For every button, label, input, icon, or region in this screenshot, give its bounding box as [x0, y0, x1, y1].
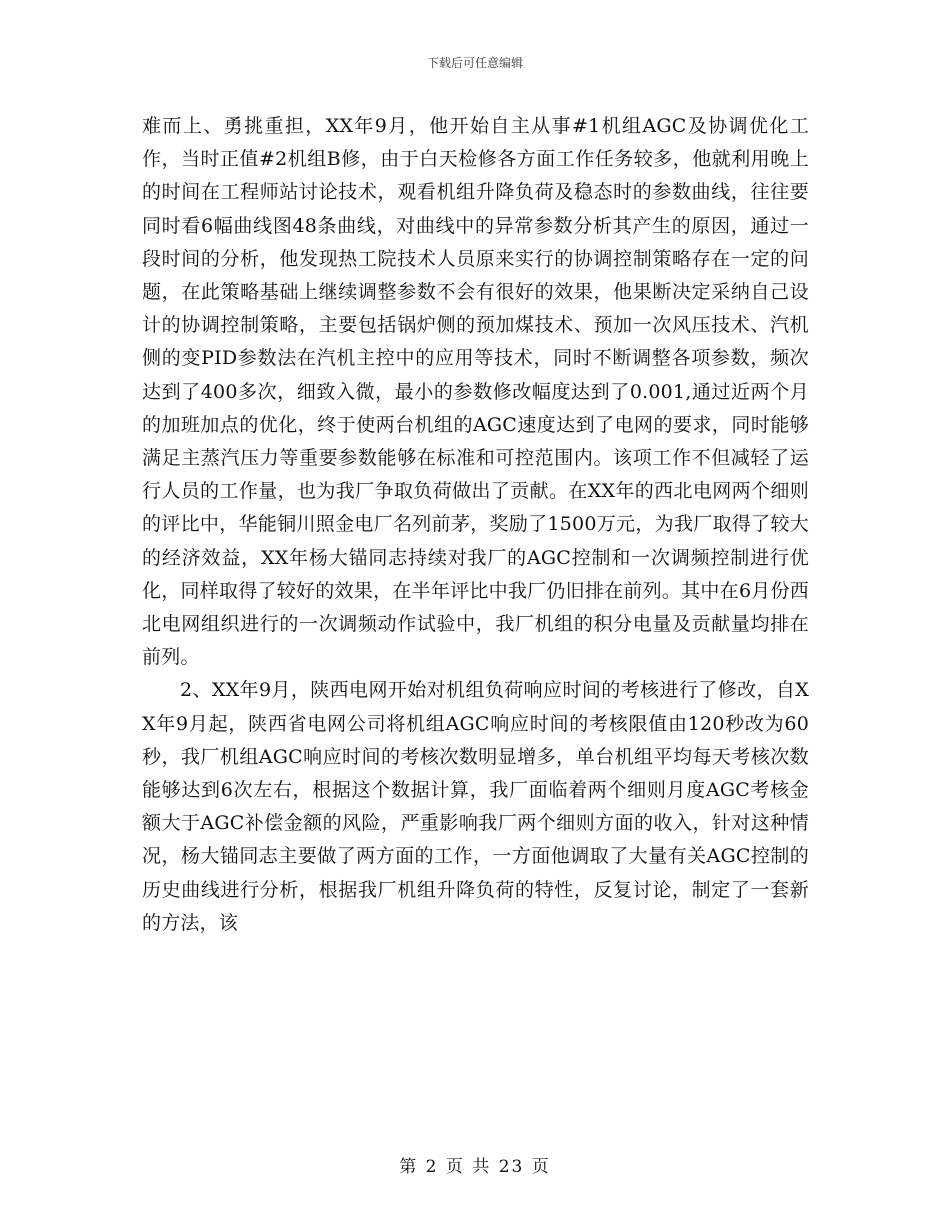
paragraph-2: 2、XX年9月，陕西电网开始对机组负荷响应时间的考核进行了修改，自XX年9月起，陕西省电网公司将机组AGC响应时间的考核限值由120秒改为60秒，我厂机组AGC响应时间的考核次数明显增多，单台机组平均每天考核次数能够达到6次左右，根据这个数据计算，我厂面临着两个细则月度AGC考核金额大于AGC补偿金额的风险，严重影响我厂两个细则方面的收入，针对这种情况，杨大锚同志主要做了两方面的工作，一方面他调取了大量有关AGC控制的历史曲线进行分析，根据我厂机组升降负荷的特性，反复讨论，制定了一套新的方法，该 [142, 679, 809, 934]
document-body [142, 110, 809, 940]
page-number-footer: 第 2 页 共 23 页 [399, 1157, 551, 1177]
paragraph-1: 难而上、勇挑重担，XX年9月，他开始自主从事#1机组AGC及协调优化工作，当时正值#2机组B修，由于白天检修各方面工作任务较多，他就利用晚上的时间在工程师站讨论技术，观看机组升降负荷及稳态时的参数曲线，往往要同时看6幅曲线图48条曲线，对曲线中的异常参数分析其产生的原因，通过一段时间的分析，他发现热工院技术人员原来实行的协调控制策略存在一定的问题，在此策略基础上继续调整参数不会有很好的效果，他果断决定采纳自己设计的协调控制策略，主要包括锅炉侧的预加煤技术、预加一次风压技术、汽机侧的变PID参数法在汽机主控中的应用等技术，同时不断调整各项参数，频次达到了400多次，细致入微，最小的参数修改幅度达到了0.001,通过近两个月的加班加点的优化，终于使两台机组的AGC速度达到了电网的要求，同时能够满足主蒸汽压力等重要参数能够在标准和可控范围内。该项工作不但减轻了运行人员的工作量，也为我厂争取负荷做出了贡献。在XX年的西北电网两个细则的评比中，华能铜川照金电厂名列前茅，奖励了1500万元，为我厂取得了较大的经济效益，XX年杨大锚同志持续对我厂的AGC控制和一次调频控制进行优化，同样取得了较好的效果，在半年评比中我厂仍旧排在前列。其中在6月份西北电网组织进行的一次调频动作试验中，我厂机组的积分电量及贡献量均排在前列。 [142, 115, 809, 669]
page-header-note: 下载后可任意编辑 [426, 56, 523, 70]
